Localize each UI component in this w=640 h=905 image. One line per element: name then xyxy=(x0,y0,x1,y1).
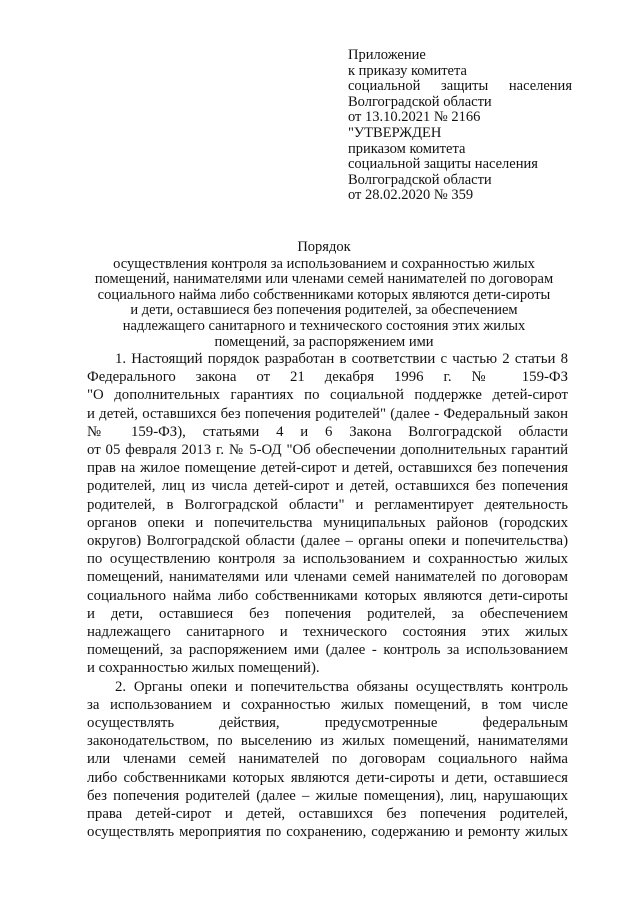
body-line: родителей, в Волгоградской области" и регламентирует деятельность xyxy=(87,496,568,513)
appendix-line: социальной защиты населения xyxy=(348,78,572,95)
body-line: и сохранностью жилых помещений). xyxy=(87,660,320,677)
document-body xyxy=(87,350,568,841)
title-line: и дети, оставшиеся без попечения родителей, за обеспечением xyxy=(130,302,518,319)
approval-line: приказом комитета xyxy=(348,140,466,157)
body-line: помещений, нанимателями или членами семей нанимателей по договорам xyxy=(87,569,568,586)
body-line: и детей, оставшихся без попечения родителей" (далее - Федеральный закон xyxy=(87,405,568,422)
title-line: помещений, нанимателями или членами семей нанимателей по договорам xyxy=(94,271,554,288)
body-line: либо собственниками которых являются дети-сироты и дети, оставшиеся xyxy=(87,769,568,786)
body-line: № 159-ФЗ), статьями 4 и 6 Закона Волгоградской области xyxy=(87,423,568,440)
title-line: социального найма либо собственниками которых являются дети-сироты xyxy=(97,286,551,303)
body-line: осуществлять действия, предусмотренные федеральным xyxy=(87,715,568,732)
appendix-line: к приказу комитета xyxy=(348,62,467,79)
body-line: 1. Настоящий порядок разработан в соответствии с частью 2 статьи 8 xyxy=(115,351,568,367)
title-line: осуществления контроля за использованием и сохранностью жилых xyxy=(113,255,535,272)
body-line: 2. Органы опеки и попечительства обязаны осуществлять контроль xyxy=(115,678,568,695)
body-line: осуществлять мероприятия по сохранению, содержанию и ремонту жилых xyxy=(87,824,568,841)
body-line: "О дополнительных гарантиях по социальной поддержке детей-сирот xyxy=(87,387,568,404)
body-line: надлежащего санитарного и технического состояния этих жилых xyxy=(87,624,568,641)
body-line: органов опеки и попечительства муниципальных районов (городских xyxy=(87,514,568,531)
body-line: Федерального закона от 21 декабря 1996 г. № 159-ФЗ xyxy=(87,369,568,386)
body-line: родителей, лиц из числа детей-сирот и детей, оставшихся без попечения xyxy=(87,478,568,495)
approval-line: от 28.02.2020 № 359 xyxy=(348,187,474,204)
body-line: за использованием и сохранностью жилых помещений, в том числе xyxy=(87,696,568,713)
body-line: и дети, оставшиеся без попечения родителей, за обеспечением xyxy=(87,605,568,622)
appendix-line: Приложение xyxy=(348,47,426,63)
body-line: по осуществлению контроля за использованием и сохранностью жилых xyxy=(87,551,568,568)
appendix-line: от 13.10.2021 № 2166 xyxy=(348,109,481,126)
body-line: округов) Волгоградской области (далее – органы опеки и попечительства) xyxy=(87,533,568,550)
appendix-line: Волгоградской области xyxy=(348,93,492,110)
body-line: или членами семей нанимателей по договорам социального найма xyxy=(87,751,568,768)
body-line: прав на жилое помещение детей-сирот и детей, оставшихся без попечения xyxy=(87,460,568,477)
title-heading: Порядок xyxy=(297,239,351,255)
approval-line: Волгоградской области xyxy=(348,171,492,188)
approval-line: социальной защиты населения xyxy=(348,156,538,173)
appendix-stamp xyxy=(348,48,572,126)
approval-stamp xyxy=(348,126,572,204)
body-line: без попечения родителей (далее – жилые помещения), лиц, нарушающих xyxy=(87,787,568,804)
title-line: помещений, за распоряжением ими xyxy=(214,333,434,350)
body-line: социального найма либо собственниками которых являются дети-сироты xyxy=(87,587,568,604)
body-line: законодательством, по выселению из жилых помещений, нанимателями xyxy=(87,733,568,750)
body-line: от 05 февраля 2013 г. № 5-ОД "Об обеспечении дополнительных гарантий xyxy=(87,442,568,459)
body-line: права детей-сирот и детей, оставшихся без попечения родителей, xyxy=(87,806,568,823)
title-line: надлежащего санитарного и технического состояния этих жилых xyxy=(122,317,526,334)
body-line: помещений, за распоряжением ими (далее - контроль за использованием xyxy=(87,642,568,659)
document-title xyxy=(80,240,568,350)
approval-line: "УТВЕРЖДЕН xyxy=(348,125,442,141)
